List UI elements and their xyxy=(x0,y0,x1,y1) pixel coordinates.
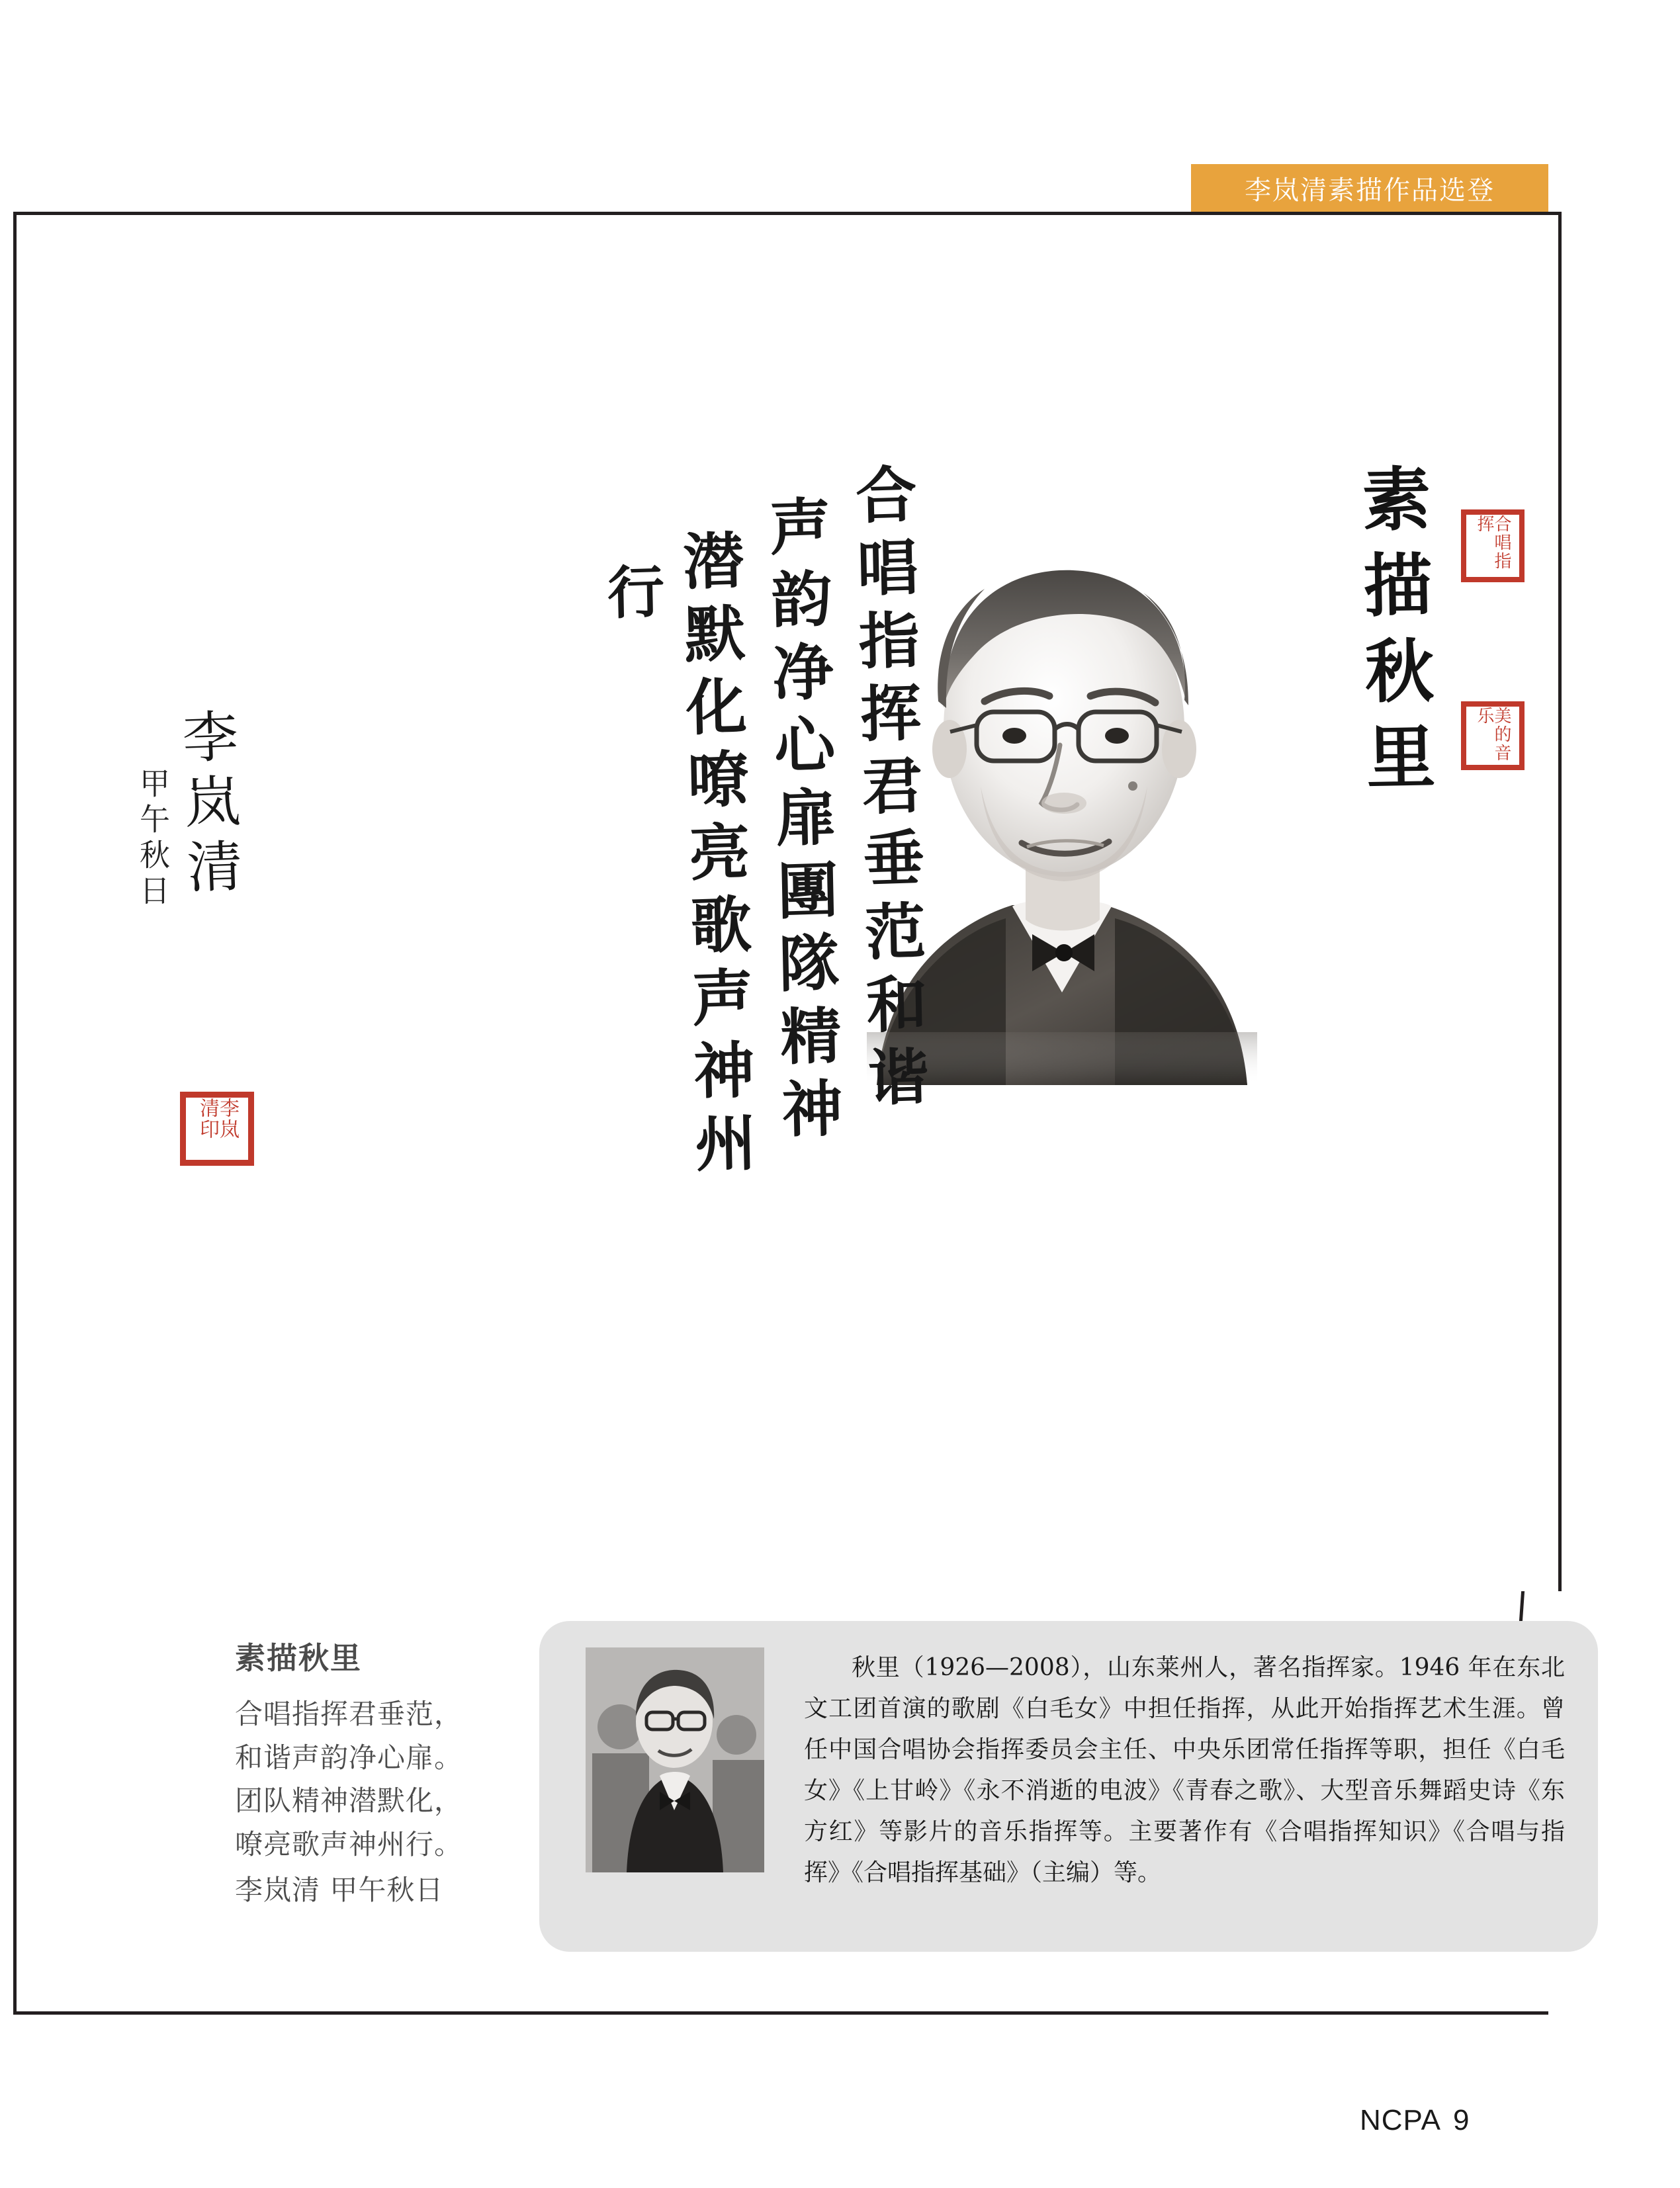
calligraphy-block xyxy=(258,462,931,1389)
footer-brand: NCPA xyxy=(1360,2104,1441,2136)
artist-signature: 李岚清 xyxy=(172,707,245,904)
footer xyxy=(1360,2104,1470,2137)
poem-line-3: 团队精神潜默化， xyxy=(235,1784,463,1817)
poem-line-1: 合唱指挥君垂范， xyxy=(235,1698,463,1730)
frame-bottom-border xyxy=(13,2011,1548,2015)
title-seal-upper: 合唱指挥 xyxy=(1461,509,1525,582)
frame-right-border xyxy=(1558,212,1562,1601)
page-number: 9 xyxy=(1452,2104,1470,2136)
poem-line-4: 嘹亮歌声神州行。 xyxy=(235,1827,463,1860)
poem-line-2: 和谐声韵净心扉。 xyxy=(235,1741,463,1774)
artist-seal: 李岚清印 xyxy=(180,1092,254,1166)
artist-signature-date: 甲午秋日 xyxy=(135,767,171,910)
poem-block xyxy=(235,1634,513,1912)
artwork-vertical-title: 素描秋里 xyxy=(1349,462,1437,809)
header-rule xyxy=(13,212,1562,215)
bio-photo xyxy=(586,1647,764,1872)
calligraphy-column-1: 合唱指挥君垂范和谐 xyxy=(845,462,931,1119)
bio-text: 秋里（1926—2008），山东莱州人，著名指挥家。1946 年在东北文工团首演的歌剧《白毛女》中担任指挥，从此开始指挥艺术生涯。曾任中国合唱协会指挥委员会主任、中央乐团常任指挥等职，担任《白毛女》《上甘岭》《永不消逝的电波》《青春之歌》、大型音乐舞蹈史诗《东方红》等影片的音乐指挥等。主要著作有《合唱指挥知识》《合唱与指挥》《合唱指挥基础》（主编）等。 xyxy=(804,1654,1565,1886)
calligraphy-column-4: 行 xyxy=(597,561,666,633)
poem-signature: 李岚清 甲午秋日 xyxy=(235,1874,444,1907)
calligraphy-column-2: 声韵净心扉團隊精神 xyxy=(759,494,844,1151)
frame-left-border xyxy=(13,212,17,2015)
calligraphy-column-3: 潜默化嘹亮歌声神州 xyxy=(672,528,758,1186)
title-seal-lower: 美的音乐 xyxy=(1461,701,1525,770)
section-header-tab: 李岚清素描作品选登 xyxy=(1191,164,1548,212)
poem-title: 素描秋里 xyxy=(235,1640,362,1676)
